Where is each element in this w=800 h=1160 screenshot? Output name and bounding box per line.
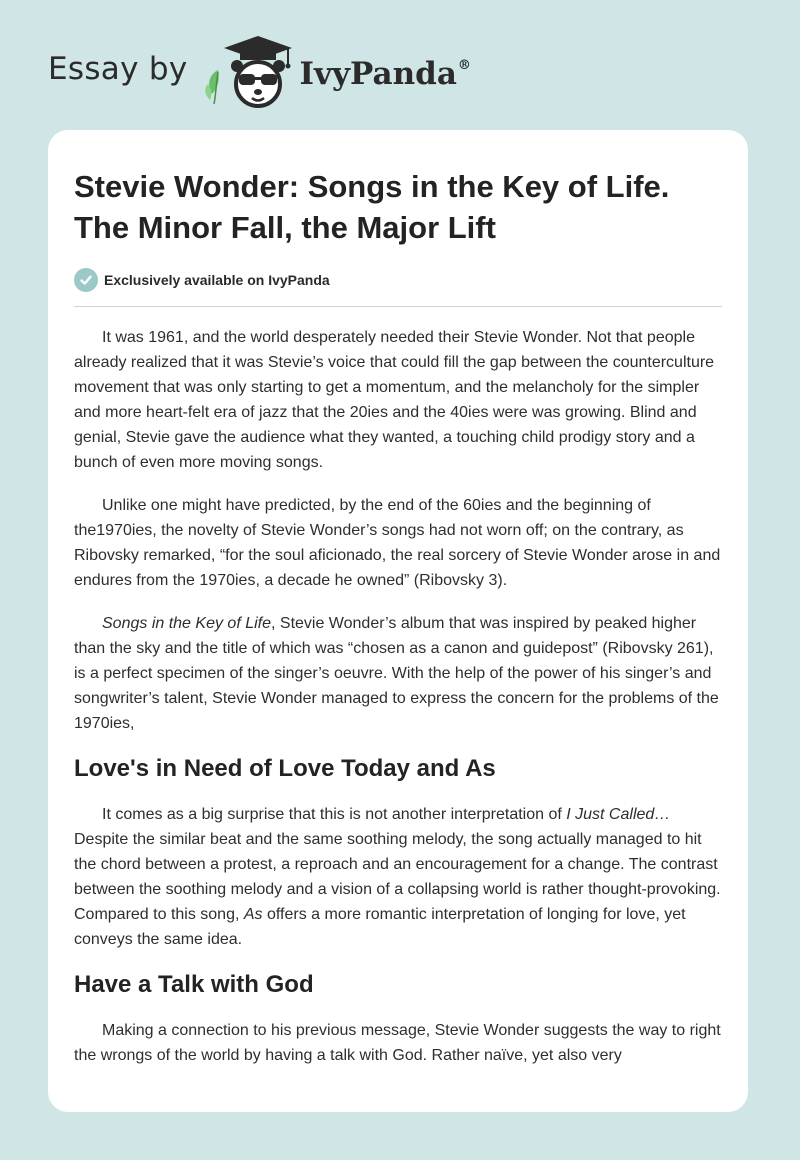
brand-header[interactable]: [48, 34, 471, 110]
section-heading-loves-in-need: Love's in Need of Love Today and As: [74, 755, 496, 782]
essay-by-label: Essay by: [48, 51, 188, 87]
page-title: Stevie Wonder: Songs in the Key of Life. The Minor Fall, the Major Lift: [74, 169, 670, 245]
trademark-symbol: ®: [457, 58, 471, 73]
paragraph-3: Songs in the Key of Life, Stevie Wonder’s album that was inspired by peaked higher than the sky and the title of which was “chosen as a canon and guidepost” (Ribovsky 261), is a perfect specimen of the singer’s oeuvre. With the help of the power of his singer’s and songwriter’s talent, Stevie Wonder managed to express the concern for the problems of the 1970ies,: [74, 615, 719, 732]
panda-logo-icon: [202, 34, 298, 110]
paragraph-2: Unlike one might have predicted, by the end of the 60ies and the beginning of the1970ies, the novelty of Stevie Wonder’s songs had not worn off; on the contrary, as Ribovsky remarked, “for the soul aficionado, the real sorcery of Stevie Wonder arose in and endures from the 1970ies, a decade he owned” (Ribovsky 3).: [74, 497, 721, 589]
section-heading-talk-with-god: Have a Talk with God: [74, 971, 314, 998]
paragraph-1: It was 1961, and the world desperately needed their Stevie Wonder. Not that people already realized that it was Stevie’s voice that could fill the gap between the counterculture movement that was only starting to get a momentum, and the melancholy for the simpler and more heart-felt era of jazz that the 20ies and the 40ies were was growing. Blind and genial, Stevie gave the audience what they wanted, a touching child prodigy story and a bunch of even more moving songs.: [74, 329, 715, 471]
essay-card: [48, 130, 748, 1112]
album-title-italic: Songs in the Key of Life: [102, 615, 271, 632]
song-title-italic: I Just Called…: [566, 806, 671, 823]
song-title-italic-as: As: [243, 906, 263, 923]
paragraph-4: It comes as a big surprise that this is not another interpretation of I Just Called… Despite the similar beat and the same soothing melody, the song actually managed to hit the chord between a protest, a reproach and an encouragement for a change. The contrast between the soothing melody and a vision of a collapsing world is rather thought-provoking. Compared to this song, As offers a more romantic interpretation of longing for love, yet conveys the same idea.: [74, 806, 721, 948]
ivypanda-wordmark: IvyPanda®: [299, 56, 471, 92]
divider: [74, 306, 722, 307]
check-icon: [74, 268, 98, 292]
paragraph-5: Making a connection to his previous message, Stevie Wonder suggests the way to right the wrongs of the world by having a talk with God. Rather naïve, yet also very: [74, 1022, 721, 1064]
exclusive-badge: [74, 268, 722, 292]
exclusive-badge-label: Exclusively available on IvyPanda: [104, 272, 330, 288]
